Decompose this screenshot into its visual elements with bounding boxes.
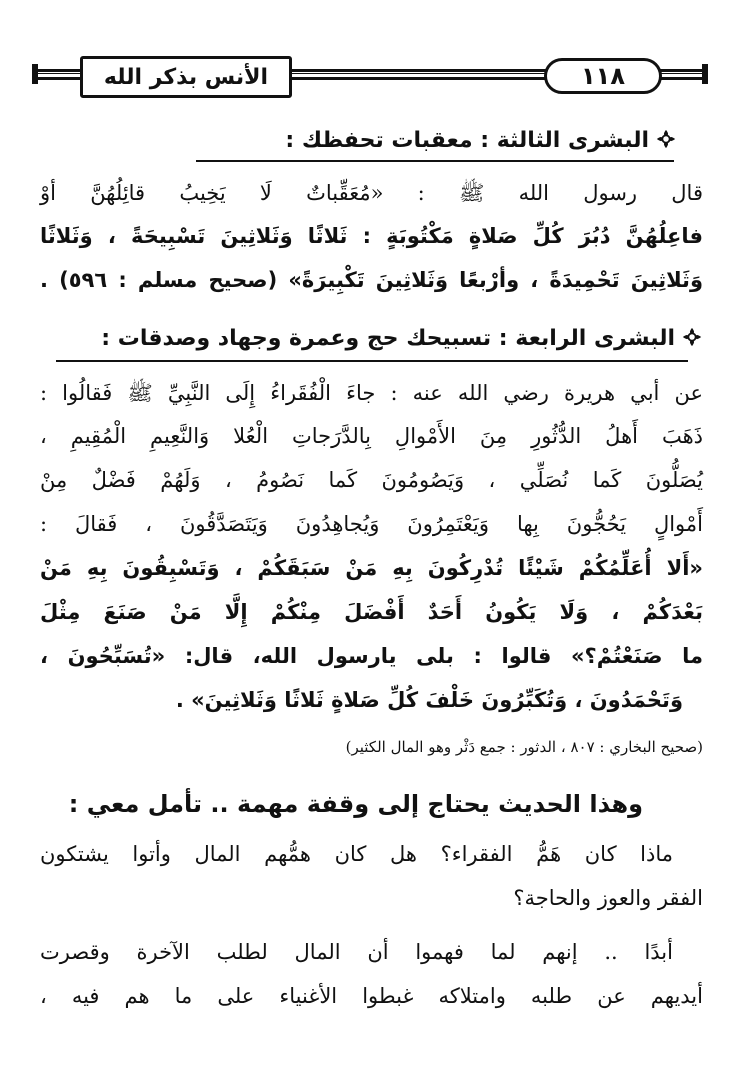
hadith-line: يُصَلُّونَ كَما نُصَلِّي ، وَيَصُومُونَ كَما نَصُومُ ، وَلَهُمْ فَضْلٌ مِنْ bbox=[40, 468, 703, 492]
paragraph-line: أبدًا .. إنهم لما فهموا أن المال لطلب الآخرة وقصرت bbox=[40, 940, 673, 964]
hadith-line: فاعِلُهُنَّ دُبُرَ كُلِّ صَلاةٍ مَكْتُوبَةٍ : ثَلاثًا وَثَلاثِينَ تَسْبِيحَةً ، وَثَلاثًا bbox=[40, 224, 703, 248]
book-title: الأنس بذكر الله bbox=[80, 56, 292, 98]
hadith-line: قال رسول الله ﷺ : «مُعَقِّباتٌ لَا يَخِيبُ قائِلُهُنَّ أوْ bbox=[40, 181, 703, 205]
hadith-line: وَتَحْمَدُونَ ، وَتُكَبِّرُونَ خَلْفَ كُلِّ صَلاةٍ ثَلاثًا وَثَلاثِينَ» . bbox=[175, 688, 683, 712]
hadith-line: وَثَلاثِينَ تَحْمِيدَةً ، وأرْبعًا وَثَلاثِينَ تَكْبِيرَةً» (صحيح مسلم : ٥٩٦) . bbox=[40, 268, 703, 292]
heading-underline bbox=[56, 360, 688, 362]
hadith-line: ما صَنَعْتُمْ؟» قالوا : بلى يارسول الله، قال: «تُسَبِّحُونَ ، bbox=[40, 644, 703, 668]
paragraph-line: أيديهم عن طلبه وامتلاكه غبطوا الأغنياء على ما هم فيه ، bbox=[40, 984, 703, 1008]
hadith-line: ذَهَبَ أَهلُ الدُّثُورِ مِنَ الأَمْوالِ بِالدَّرَجاتِ الْعُلا وَالنَّعِيمِ الْمُقِيمِ ، bbox=[40, 424, 703, 448]
source-citation: (صحيح البخاري : ٨٠٧ ، الدثور : جمع دَثْر وهو المال الكثير) bbox=[345, 738, 703, 756]
hadith-line: «أَلا أُعَلِّمُكُمْ شَيْئًا تُدْرِكُونَ بِهِ مَنْ سَبَقَكُمْ ، وَتَسْبِقُونَ بِهِ مَنْ bbox=[40, 556, 703, 580]
section3-heading-text: البشرى الثالثة : معقبات تحفظك : bbox=[285, 128, 649, 153]
hadith-line: أَمْوالٍ يَحُجُّونَ بِها وَيَعْتَمِرُونَ وَيُجاهِدُونَ وَيَتَصَدَّقُونَ ، فَقالَ : bbox=[40, 512, 703, 536]
paragraph-line: ماذا كان هَمُّ الفقراء؟ هل كان همُّهم المال وأتوا يشتكون bbox=[40, 842, 673, 866]
page-header bbox=[38, 56, 702, 96]
hadith-line: عن أبي هريرة رضي الله عنه : جاءَ الْفُقَراءُ إِلَى النَّبِيِّ ﷺ فَقالُوا : bbox=[40, 381, 703, 405]
section4-heading bbox=[40, 326, 703, 351]
heading-underline bbox=[196, 160, 674, 162]
section4-heading-text: البشرى الرابعة : تسبيحك حج وعمرة وجهاد وصدقات : bbox=[101, 326, 675, 351]
header-endcap bbox=[702, 64, 708, 84]
section3-heading bbox=[40, 128, 677, 153]
paragraph-line: الفقر والعوز والحاجة؟ bbox=[513, 886, 703, 910]
reflection-heading: وهذا الحديث يحتاج إلى وقفة مهمة .. تأمل معي : bbox=[68, 790, 643, 818]
header-endcap bbox=[32, 64, 38, 84]
flower-ornament-icon bbox=[655, 128, 677, 150]
hadith-line: بَعْدَكُمْ ، وَلَا يَكُونُ أَحَدٌ أَفْضَلَ مِنْكُمْ إِلَّا مَنْ صَنَعَ مِثْلَ bbox=[40, 600, 703, 624]
page-number: ١١٨ bbox=[544, 58, 662, 94]
flower-ornament-icon bbox=[681, 326, 703, 348]
